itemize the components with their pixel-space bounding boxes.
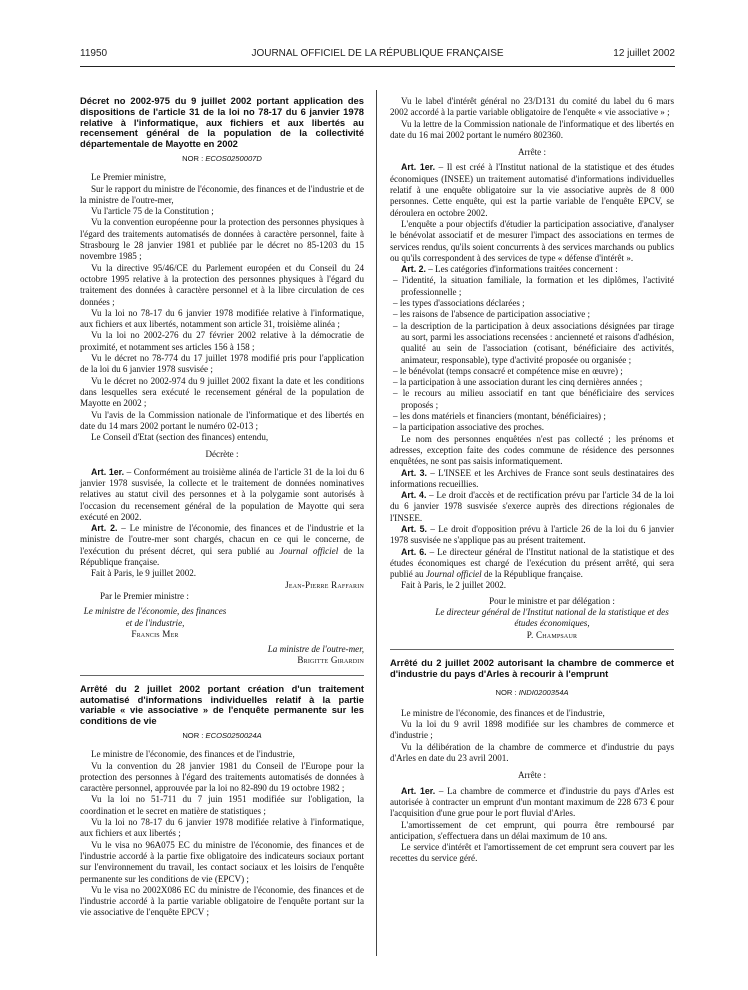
arrete1-article-1 — [390, 162, 674, 218]
minister-title: Le ministre de l'économie, des finances et de l'industrie, — [83, 606, 227, 628]
arrete1-para-4: Vu le visa no 96A075 EC du ministre de l'économie, des finances et de l'industrie accordé à la partie fixe obligatoire des indicateurs sociaux portant sur l'environnement du travail, les contact sociaux et les loisirs de l'enquête permanente sur les conditions de vie (EPCV) ; — [80, 839, 364, 884]
section-separator — [390, 649, 674, 650]
decree-intro-7: Vu le décret no 78-774 du 17 juillet 1978 modifié pris pour l'application de la loi du 6 janvier 1978 susvisée ; — [80, 353, 364, 375]
decree-decrete: Décrète : — [205, 449, 239, 460]
arrete2-title: Arrêté du 2 juillet 2002 autorisant la chambre de commerce et d'industrie du pays d'Arles à recourir à l'emprunt — [390, 656, 674, 679]
decree-nor — [80, 153, 364, 164]
list-item: – les raisons de l'absence de participation associative ; — [393, 309, 591, 320]
list-item: – les types d'associations déclarées ; — [393, 298, 525, 309]
article-label: Art. 2. — [91, 523, 118, 534]
par-premier-ministre: Par le Premier ministre : — [100, 590, 189, 601]
arrete2-nor — [390, 687, 674, 698]
column-divider — [376, 90, 377, 956]
article-text: – Les catégories d'informations traitées concernent : — [425, 264, 618, 275]
decree-intro-4: Vu la directive 95/46/CE du Parlement européen et du Conseil du 24 octobre 1995 relative à la protection des personnes physiques à l'égard du traitement des données à caractère personnel et à la libre circulation de ces données ; — [80, 262, 364, 307]
decree-intro-0: Le Premier ministre, — [91, 172, 167, 183]
decree-intro-8: Vu le décret no 2002-974 du 9 juillet 2002 fixant la date et les conditions dans lesquelles sera exécuté le recensement général de la population de Mayotte en 2002 ; — [80, 375, 364, 409]
article-label: Art. 3. — [401, 467, 427, 478]
article-label: Art. 1er. — [401, 162, 436, 173]
decree-intro-10: Le Conseil d'Etat (section des finances) entendu, — [91, 432, 269, 443]
article-text: – Le droit d'opposition prévu à l'article 26 de la loi du 6 janvier 1978 susvisée ne s'applique pas au présent traitement. — [390, 523, 674, 546]
arrete1-article-6 — [390, 547, 674, 581]
article-text: – Il est créé à l'Institut national de la statistique et des études économiques (INSEE) un traitement automatisé d'informations individuelles relatif à une enquête obligatoire sur la vie associative auprès de 8 000 personnes. Cette enquête, qui est la partie variable de l'enquête EPCV, se déroulera en octobre 2002. — [390, 162, 674, 218]
dg-name: P. Champsaur — [526, 629, 578, 640]
arrete1-para-1: Vu la convention du 28 janvier 1981 du Conseil de l'Europe pour la protection des personnes à l'égard des traitements automatisés de données à caractère personnel, approuvée par la loi no 82-890 du 19 octobre 1982 ; — [80, 760, 364, 794]
arrete1-nor — [80, 730, 364, 741]
arrete1-article-3 — [390, 468, 674, 491]
arrete1-title: Arrêté du 2 juillet 2002 portant création d'un traitement automatisé d'informations individuelles relatif à la partie variable « vie associative » de l'enquête permanente sur les conditions de vie — [80, 682, 364, 727]
ministre-outre-mer-signature — [80, 644, 364, 667]
decree-title: Décret no 2002-975 du 9 juillet 2002 portant application des dispositions de l'article 31 de la loi no 78-17 du 6 janvier 1978 relative à l'informatique, aux fichiers et aux libertés au recensement général de la population de la collectivité départementale de Mayotte en 2002 — [80, 95, 364, 150]
nor-code: ECOS0250007D — [205, 153, 262, 163]
signer-prime-minister: Jean-Pierre Raffarin — [285, 579, 364, 590]
article-text: – La chambre de commerce et d'industrie du pays d'Arles est autorisée à contracter un emprunt d'un montant maximum de 228 673 € pour l'acquisition d'une grue pour le port fluvial d'Arles. — [390, 785, 675, 819]
list-item: – la participation associative des proches. — [393, 422, 545, 433]
article-label: Art. 2. — [401, 264, 426, 275]
arrete1-article-4 — [390, 490, 674, 524]
article-label: Art. 1er. — [91, 466, 125, 477]
decree-article-1 — [80, 467, 364, 523]
list-item: – le bénévolat (temps consacré et compétence mise en œuvre) ; — [393, 365, 623, 376]
minister-name: Francis Mer — [131, 628, 179, 639]
journal-title: JOURNAL OFFICIEL DE LA RÉPUBLIQUE FRANÇAISE — [251, 48, 504, 59]
arrete1-article-2 — [390, 264, 674, 275]
minister-signature — [80, 606, 230, 640]
decree-done: Fait à Paris, le 9 juillet 2002. — [91, 568, 197, 579]
section-separator — [80, 675, 364, 676]
arrete2-para-1: Vu la loi du 9 avril 1898 modifiée sur les chambres de commerce et d'industrie ; — [390, 719, 674, 741]
article-text: – Le directeur général de l'Institut national de la statistique et des études économiques est chargé de l'exécution du présent arrêté, qui sera publié au — [390, 546, 674, 580]
arrete1-right-para-1: Vu la lettre de la Commission nationale de l'informatique et des libertés en date du 16 mai 2002 portant le numéro 802360. — [390, 118, 674, 140]
article-label: Art. 5. — [401, 523, 427, 534]
arrete1-done: Fait à Paris, le 2 juillet 2002. — [401, 580, 507, 591]
decree-article-2 — [80, 523, 364, 568]
arrete1-article-1-para-2: L'enquête a pour objectifs d'étudier la participation associative, d'analyser le bénévolat associatif et de mesurer l'impact des associations en termes de services rendus, qu'ils soient concurrents à des services marchands ou publics ou qu'ils correspondent à des services de type « défense d'intérêt ». — [390, 218, 674, 263]
article-text: – L'INSEE et les Archives de France sont seuls destinataires des informations recueillies. — [390, 467, 674, 489]
arrete1-para-2: Vu la loi no 51-711 du 7 juin 1951 modifiée sur l'obligation, la coordination et le secret en matière de statistiques ; — [80, 794, 364, 816]
list-item: – les dons matériels et financiers (montant, bénéficiaires) ; — [393, 411, 606, 422]
arrete2-article-1 — [390, 786, 674, 820]
article-text: de la République française. — [80, 545, 364, 568]
arrete1-article-2-end: Le nom des personnes enquêtées n'est pas collecté ; les prénoms et adresses, exception faite des codes commune de résidence des personnes enquêtées, ne sont pas saisis informatiquement. — [390, 433, 674, 467]
decree-intro-5: Vu la loi no 78-17 du 6 janvier 1978 modifiée relative à l'informatique, aux fichiers et aux libertés, notamment son article 31, troisième alinéa ; — [80, 307, 364, 330]
article-text: – Le ministre de l'économie, des finances et de l'industrie et la ministre de l'outre-mer sont chargés, chacun en ce qui le concerne, de l'exécution du présent décret, qui sera publié au — [80, 523, 364, 556]
arrete2-para-amortissement: L'amortissement de cet emprunt, qui pourra être remboursé par anticipation, s'effectuera dans un délai maximum de 10 ans. — [390, 819, 674, 841]
nor-label: NOR : — [495, 687, 519, 697]
journal-officiel-ref: Journal officiel — [279, 545, 339, 556]
list-item: – l'identité, la situation familiale, la formation et les diplômes, l'activité professionnelle ; — [393, 275, 674, 297]
nor-label: NOR : — [182, 153, 206, 163]
arrete2-para-service: Le service d'intérêt et l'amortissement de cet emprunt sera couvert par les recettes du service géré. — [390, 842, 674, 864]
article-text: de la République française. — [481, 569, 583, 580]
arrete2-arrete: Arrête : — [517, 770, 547, 781]
decree-intro-1: Sur le rapport du ministre de l'économie, des finances et de l'industrie et de la ministre de l'outre-mer, — [80, 183, 364, 205]
arrete1-para-0: Le ministre de l'économie, des finances et de l'industrie, — [91, 749, 295, 760]
article-label: Art. 4. — [401, 490, 427, 501]
arrete1-para-5: Vu le visa no 2002X086 EC du ministre de l'économie, des finances et de l'industrie accordé à la partie variable obligatoire de l'enquête portant sur la vie associative de l'enquête EPCV ; — [80, 884, 364, 918]
ministre-om-name: Brigitte Girardin — [297, 655, 364, 666]
ministre-om-title: La ministre de l'outre-mer, — [267, 644, 364, 655]
article-label: Art. 6. — [401, 546, 427, 557]
decree-intro-9: Vu l'avis de la Commission nationale de l'informatique et des libertés en date du 14 mars 2002 portant le numéro 02-013 ; — [80, 409, 364, 431]
arrete1-signature — [390, 596, 674, 641]
list-item: – la description de la participation à deux associations désignées par tirage au sort, parmi les associations recensées : ancienneté et raisons d'adhésion, qualité au sein de l'association (cotisant, bénéficiaire des activités, animateur, responsable), type d'activité proposée ou organisée ; — [393, 320, 674, 365]
article-text: – Conformément au troisième alinéa de l'article 31 de la loi du 6 janvier 1978 susvisée, la collecte et le traitement de données nominatives relatives au statut civil des personnes et à la polygamie sont autorisés à l'occasion du recensement général de la population de Mayotte qui sera exécuté en 2002. — [80, 466, 364, 522]
header-rule — [80, 66, 675, 67]
arrete2-para-2: Vu la délibération de la chambre de commerce et d'industrie du pays d'Arles en date du 23 avril 2001. — [390, 741, 674, 764]
arrete1-para-3: Vu la loi no 78-17 du 6 janvier 1978 modifiée relative à l'informatique, aux fichiers et aux libertés ; — [80, 817, 364, 839]
journal-officiel-ref: Journal officiel — [425, 569, 482, 580]
arrete1-article-5 — [390, 524, 674, 547]
list-item: – le recours au milieu associatif en tant que bénéficiaire des services proposés ; — [393, 388, 674, 410]
page-header — [80, 48, 675, 62]
decree-intro-6: Vu la loi no 2002-276 du 27 février 2002 relative à la démocratie de proximité, et notamment ses articles 156 à 158 ; — [80, 330, 364, 352]
decree-intro-3: Vu la convention européenne pour la protection des personnes physiques à l'égard des traitements automatisés de données à caractère personnel, faite à Strasbourg le 28 janvier 1981 et publiée par le décret no 85-1203 du 15 novembre 1985 ; — [80, 217, 364, 262]
pour-le-ministre: Pour le ministre et par délégation : — [489, 595, 615, 606]
nor-code: INDI0200354A — [518, 687, 569, 697]
nor-code: ECOS0250024A — [205, 730, 262, 740]
issue-date: 12 juillet 2002 — [613, 48, 675, 59]
list-item: – la participation à une association durant les cinq dernières années ; — [393, 377, 643, 388]
right-column — [390, 96, 674, 865]
nor-label: NOR : — [182, 730, 206, 740]
dg-title: Le directeur général de l'Institut national de la statistique et des études économiques, — [435, 607, 669, 629]
page-number: 11950 — [80, 48, 108, 59]
left-column — [80, 96, 364, 919]
article-label: Art. 1er. — [401, 785, 436, 796]
decree-intro-2: Vu l'article 75 de la Constitution ; — [91, 206, 214, 217]
article-text: – Le droit d'accès et de rectification prévu par l'article 34 de la loi du 6 janvier 1978 susvisée s'exerce auprès des directions régionales de l'INSEE. — [390, 490, 675, 523]
arrete1-right-para-0: Vu le label d'intérêt général no 23/D131 du comité du label du 6 mars 2002 accordé à la partie variable obligatoire de l'enquête « vie associative » ; — [390, 96, 674, 118]
arrete1-arrete: Arrête : — [517, 147, 547, 158]
arrete2-para-0: Le ministre de l'économie, des finances et de l'industrie, — [401, 707, 605, 718]
